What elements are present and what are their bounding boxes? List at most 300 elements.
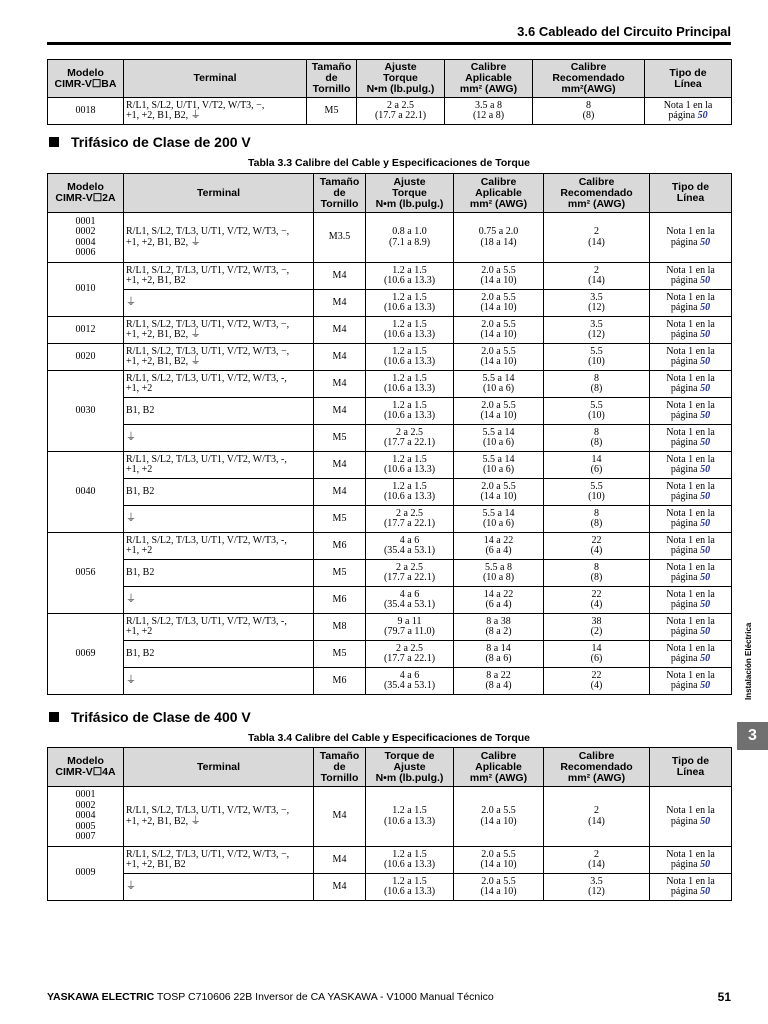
torque-line: (10.6 a 13.3) (383, 491, 436, 502)
terminal-cell (124, 874, 314, 901)
note-text: Nota 1 en la (666, 372, 715, 384)
terminal-line: R/L1, S/L2, T/L3, U/T1, V/T2, W/T3, −, (126, 318, 290, 330)
col-line-type: Tipo de Línea (645, 60, 732, 98)
torque-line: 2 a 2.5 (387, 99, 414, 111)
col-model: Modelo CIMR-V☐BA (48, 60, 124, 98)
torque-line: 9 a 11 (397, 615, 422, 627)
table-row (48, 452, 732, 479)
torque-line: (10.6 a 13.3) (383, 859, 436, 870)
note-page: página 50 (670, 518, 711, 529)
note-page: página 50 (670, 859, 711, 870)
torque-line: (35.4 a 53.1) (383, 680, 436, 691)
model-number: 0056 (75, 566, 96, 578)
screw-size-cell: M4 (314, 787, 366, 847)
wire-gauge-table-400v (47, 747, 732, 901)
screw-size-cell: M4 (314, 452, 366, 479)
model-number: 0004 (75, 236, 96, 248)
line-type-cell (650, 371, 732, 398)
recommended-gauge-cell (544, 641, 650, 668)
footer (47, 991, 494, 1003)
page-ref-link[interactable]: 50 (700, 410, 711, 421)
note-text: Nota 1 en la (666, 615, 715, 627)
model-cell (48, 344, 124, 371)
recommended-gauge-cell (544, 479, 650, 506)
line-type-cell (650, 452, 732, 479)
terminal-line: +1, +2, B1, B2, ⏚ (126, 110, 201, 121)
gauge-line: (6 a 4) (485, 545, 512, 556)
model-number: 0007 (75, 831, 96, 843)
line-type-cell (650, 587, 732, 614)
model-number: 0069 (75, 647, 96, 659)
table-row (48, 506, 732, 533)
wire-gauge-table-ba (47, 59, 732, 125)
screw-size-cell: M4 (314, 263, 366, 290)
col-terminal: Terminal (124, 748, 314, 787)
note-page: página 50 (670, 599, 711, 610)
line-type-cell (650, 263, 732, 290)
page-ref-link[interactable]: 50 (700, 383, 711, 394)
terminal-line: ⏚ (126, 431, 136, 443)
terminal-cell (124, 344, 314, 371)
gauge-line: (8 a 4) (485, 680, 512, 691)
torque-cell (366, 668, 454, 695)
terminal-cell (124, 587, 314, 614)
gauge-line: (14 a 10) (480, 410, 517, 421)
terminal-line: R/L1, S/L2, T/L3, U/T1, V/T2, W/T3, −, (126, 226, 290, 237)
terminal-line: +1, +2, B1, B2 (126, 275, 186, 286)
note-text: Nota 1 en la (666, 226, 715, 237)
terminal-cell (124, 560, 314, 587)
torque-line: 1.2 a 1.5 (392, 848, 427, 860)
note-page: página 50 (670, 383, 711, 394)
model-number: 0005 (75, 820, 96, 832)
model-number: 0006 (75, 247, 96, 258)
gauge-line: 0.75 a 2.0 (478, 226, 519, 237)
rec-line: 2 (594, 805, 599, 816)
recommended-gauge-cell (544, 213, 650, 263)
gauge-line: 2.0 a 5.5 (481, 480, 516, 492)
note-text: Nota 1 en la (666, 453, 715, 465)
model-number: 0018 (75, 104, 96, 116)
gauge-line: (10 a 6) (482, 437, 515, 448)
torque-line: 1.2 a 1.5 (392, 291, 427, 303)
torque-line: (10.6 a 13.3) (383, 275, 436, 286)
gauge-line: 2.0 a 5.5 (481, 805, 516, 816)
col-terminal: Terminal (124, 60, 307, 98)
terminal-cell (124, 371, 314, 398)
page-ref-link[interactable]: 50 (700, 437, 711, 448)
col-applicable-gauge: Calibre Aplicable mm² (AWG) (454, 748, 544, 787)
applicable-gauge-cell (445, 98, 533, 125)
gauge-line: (14 a 10) (480, 859, 517, 870)
table-row (48, 533, 732, 560)
terminal-cell (124, 290, 314, 317)
screw-size-cell: M3.5 (314, 213, 366, 263)
table-row (48, 668, 732, 695)
note-text: Nota 1 en la (666, 318, 715, 330)
applicable-gauge-cell (454, 533, 544, 560)
torque-line: (10.6 a 13.3) (383, 410, 436, 421)
terminal-cell (124, 641, 314, 668)
applicable-gauge-cell (454, 213, 544, 263)
terminal-line: R/L1, S/L2, T/L3, U/T1, V/T2, W/T3, −, (126, 805, 290, 816)
page-ref-link[interactable]: 50 (700, 464, 711, 475)
applicable-gauge-cell (454, 425, 544, 452)
torque-line: 1.2 a 1.5 (392, 372, 427, 384)
page-ref-link[interactable]: 50 (700, 572, 711, 583)
page-ref-link[interactable]: 50 (700, 599, 711, 610)
model-cell (48, 614, 124, 695)
rec-line: 5.5 (590, 345, 603, 357)
note-page: página 50 (670, 329, 711, 340)
torque-line: 1.2 a 1.5 (392, 480, 427, 492)
terminal-cell (124, 263, 314, 290)
rec-line: 22 (591, 669, 602, 681)
terminal-line: ⏚ (126, 512, 136, 524)
terminal-cell (124, 452, 314, 479)
terminal-cell (124, 317, 314, 344)
recommended-gauge-cell (544, 787, 650, 847)
table-row (48, 425, 732, 452)
model-cell (48, 847, 124, 901)
page-ref-link[interactable]: 50 (700, 236, 711, 248)
torque-cell (366, 614, 454, 641)
applicable-gauge-cell (454, 847, 544, 874)
table-row (48, 847, 732, 874)
screw-size-cell: M5 (314, 425, 366, 452)
page-ref-link[interactable]: 50 (700, 859, 711, 870)
rec-line: 8 (594, 561, 599, 573)
gauge-line: (18 a 14) (480, 236, 517, 248)
terminal-cell (124, 533, 314, 560)
rec-line: (8) (582, 110, 595, 121)
model-cell (48, 213, 124, 263)
note-text: Nota 1 en la (666, 264, 715, 276)
terminal-line: +1, +2, B1, B2, ⏚ (126, 236, 201, 248)
gauge-line: (10 a 6) (482, 464, 515, 475)
rec-line: (12) (588, 302, 605, 313)
note-text: Nota 1 en la (666, 534, 715, 546)
rec-line: 8 (586, 99, 591, 111)
terminal-cell (124, 425, 314, 452)
gauge-line: 8 a 22 (486, 669, 511, 681)
recommended-gauge-cell (533, 98, 645, 125)
gauge-line: 8 a 14 (486, 642, 511, 654)
recommended-gauge-cell (544, 668, 650, 695)
model-number: 0010 (75, 283, 96, 295)
recommended-gauge-cell (544, 290, 650, 317)
model-cell (48, 533, 124, 614)
rec-line: 38 (591, 615, 602, 627)
applicable-gauge-cell (454, 371, 544, 398)
square-bullet-icon (49, 137, 59, 147)
gauge-line: (10 a 6) (482, 518, 515, 529)
applicable-gauge-cell (454, 874, 544, 901)
page-ref-link[interactable]: 50 (700, 680, 711, 691)
heading-200v: Trifásico de Clase de 200 V (49, 134, 251, 150)
torque-line: (10.6 a 13.3) (383, 329, 436, 340)
recommended-gauge-cell (544, 506, 650, 533)
recommended-gauge-cell (544, 263, 650, 290)
gauge-line: (14 a 10) (480, 815, 517, 827)
rec-line: 8 (594, 507, 599, 519)
gauge-line: 14 a 22 (483, 534, 514, 546)
table-row (48, 614, 732, 641)
line-type-cell (650, 614, 732, 641)
table-row (48, 290, 732, 317)
line-type-cell (650, 847, 732, 874)
torque-cell (366, 425, 454, 452)
rec-line: 2 (594, 848, 599, 860)
screw-size-cell: M4 (314, 290, 366, 317)
rec-line: (4) (590, 599, 603, 610)
table-row (48, 98, 732, 125)
page-ref-link[interactable]: 50 (700, 329, 711, 340)
gauge-line: (14 a 10) (480, 491, 517, 502)
torque-line: 2 a 2.5 (396, 507, 423, 519)
col-line-type: Tipo de Línea (650, 174, 732, 213)
applicable-gauge-cell (454, 560, 544, 587)
rec-line: (8) (590, 518, 603, 529)
note-page: página 50 (670, 545, 711, 556)
rec-line: (6) (590, 653, 603, 664)
rec-line: (12) (588, 886, 605, 897)
torque-line: (35.4 a 53.1) (383, 545, 436, 556)
applicable-gauge-cell (454, 290, 544, 317)
page-ref-link[interactable]: 50 (697, 110, 708, 121)
col-model: Modelo CIMR-V☐4A (48, 748, 124, 787)
line-type-cell (650, 213, 732, 263)
applicable-gauge-cell (454, 317, 544, 344)
gauge-line: (14 a 10) (480, 275, 517, 286)
torque-cell (366, 371, 454, 398)
torque-line: (35.4 a 53.1) (383, 599, 436, 610)
note-text: Nota 1 en la (666, 875, 715, 887)
note-text: Nota 1 en la (666, 345, 715, 357)
note-page: página 50 (670, 886, 711, 897)
screw-size-cell: M4 (314, 874, 366, 901)
torque-cell (366, 506, 454, 533)
torque-cell (366, 344, 454, 371)
note-page: página 50 (670, 464, 711, 475)
model-number: 0001 (75, 789, 96, 801)
screw-size-cell: M5 (314, 641, 366, 668)
screw-size-cell: M6 (314, 668, 366, 695)
screw-size-cell: M5 (314, 560, 366, 587)
line-type-cell (645, 98, 732, 125)
rec-line: 8 (594, 372, 599, 384)
torque-line: 0.8 a 1.0 (392, 226, 427, 237)
torque-line: (7.1 a 8.9) (388, 236, 431, 248)
torque-cell (366, 874, 454, 901)
page-ref-link[interactable]: 50 (700, 302, 711, 313)
note-text: Nota 1 en la (663, 99, 713, 111)
recommended-gauge-cell (544, 874, 650, 901)
torque-cell (366, 787, 454, 847)
terminal-line: R/L1, S/L2, T/L3, U/T1, V/T2, W/T3, -, (126, 615, 287, 627)
recommended-gauge-cell (544, 344, 650, 371)
rec-line: (14) (588, 236, 605, 248)
note-page: página 50 (670, 680, 711, 691)
applicable-gauge-cell (454, 479, 544, 506)
rec-line: (14) (588, 815, 605, 827)
torque-line: (17.7 a 22.1) (383, 572, 436, 583)
gauge-line: (14 a 10) (480, 329, 517, 340)
note-text: Nota 1 en la (666, 507, 715, 519)
gauge-line: 14 a 22 (483, 588, 514, 600)
model-number: 0020 (75, 350, 96, 362)
col-screw-size: Tamaño de Tornillo (307, 60, 357, 98)
line-type-cell (650, 506, 732, 533)
gauge-line: (10 a 6) (482, 383, 515, 394)
col-screw-size: Tamaño de Tornillo (314, 174, 366, 213)
gauge-line: 5.5 a 14 (482, 372, 515, 384)
terminal-line: +1, +2 (126, 545, 153, 556)
page-ref-link[interactable]: 50 (700, 545, 711, 556)
torque-cell (357, 98, 445, 125)
gauge-line: (12 a 8) (472, 110, 505, 121)
recommended-gauge-cell (544, 371, 650, 398)
header-rule (47, 42, 731, 45)
table-row (48, 344, 732, 371)
model-number: 0002 (75, 799, 96, 811)
screw-size-cell: M4 (314, 317, 366, 344)
torque-line: 1.2 a 1.5 (392, 399, 427, 411)
screw-size-cell: M4 (314, 398, 366, 425)
terminal-line: ⏚ (126, 593, 136, 605)
heading-400v: Trifásico de Clase de 400 V (49, 709, 251, 725)
line-type-cell (650, 425, 732, 452)
recommended-gauge-cell (544, 560, 650, 587)
gauge-line: 5.5 a 14 (482, 453, 515, 465)
line-type-cell (650, 560, 732, 587)
gauge-line: 2.0 a 5.5 (481, 264, 516, 276)
gauge-line: 2.0 a 5.5 (481, 345, 516, 357)
page-ref-link[interactable]: 50 (700, 886, 711, 897)
applicable-gauge-cell (454, 398, 544, 425)
model-number: 0030 (75, 404, 96, 416)
table-row (48, 560, 732, 587)
gauge-line: 2.0 a 5.5 (481, 399, 516, 411)
rec-line: (8) (590, 437, 603, 448)
note-page: página 50 (670, 275, 711, 286)
col-applicable-gauge: Calibre Aplicable mm² (AWG) (445, 60, 533, 98)
torque-cell (366, 213, 454, 263)
rec-line: (4) (590, 680, 603, 691)
torque-line: 2 a 2.5 (396, 561, 423, 573)
terminal-line: +1, +2 (126, 626, 153, 637)
wire-gauge-table-200v (47, 173, 732, 695)
rec-line: 5.5 (590, 399, 603, 411)
page-ref-link[interactable]: 50 (700, 518, 711, 529)
terminal-line: R/L1, S/L2, T/L3, U/T1, V/T2, W/T3, −, (126, 345, 290, 357)
terminal-cell (124, 787, 314, 847)
torque-line: 1.2 a 1.5 (392, 875, 427, 887)
page-ref-link[interactable]: 50 (700, 815, 711, 827)
note-text: Nota 1 en la (666, 291, 715, 303)
page-ref-link[interactable]: 50 (700, 275, 711, 286)
recommended-gauge-cell (544, 317, 650, 344)
terminal-line: B1, B2 (126, 485, 155, 497)
screw-size-cell: M5 (314, 506, 366, 533)
rec-line: (10) (588, 491, 605, 502)
gauge-line: 5.5 a 14 (482, 426, 515, 438)
gauge-line: 3.5 a 8 (475, 99, 502, 111)
torque-line: 1.2 a 1.5 (392, 264, 427, 276)
model-cell (48, 371, 124, 452)
terminal-line: +1, +2 (126, 464, 153, 475)
caption-table-3-3: Tabla 3.3 Calibre del Cable y Especificaciones de Torque (247, 157, 531, 169)
terminal-line: B1, B2 (126, 566, 155, 578)
terminal-cell (124, 847, 314, 874)
torque-line: (10.6 a 13.3) (383, 464, 436, 475)
line-type-cell (650, 317, 732, 344)
rec-line: (10) (588, 356, 605, 367)
gauge-line: (8 a 2) (485, 626, 512, 637)
chapter-tab: 3 (737, 722, 768, 750)
line-type-cell (650, 344, 732, 371)
line-type-cell (650, 787, 732, 847)
page-ref-link[interactable]: 50 (700, 626, 711, 637)
model-number: 0001 (75, 215, 96, 227)
line-type-cell (650, 641, 732, 668)
screw-size-cell: M6 (314, 533, 366, 560)
note-page: página 50 (670, 572, 711, 583)
line-type-cell (650, 479, 732, 506)
model-number: 0004 (75, 810, 96, 822)
note-page: página 50 (670, 437, 711, 448)
applicable-gauge-cell (454, 344, 544, 371)
note-text: Nota 1 en la (666, 805, 715, 816)
model-cell (48, 452, 124, 533)
terminal-line: ⏚ (126, 296, 136, 308)
torque-line: 4 a 6 (399, 588, 420, 600)
note-page: página 50 (670, 491, 711, 502)
note-text: Nota 1 en la (666, 642, 715, 654)
rec-line: (8) (590, 572, 603, 583)
page-ref-link[interactable]: 50 (700, 356, 711, 367)
torque-cell (366, 533, 454, 560)
torque-cell (366, 263, 454, 290)
page-ref-link[interactable]: 50 (700, 491, 711, 502)
applicable-gauge-cell (454, 614, 544, 641)
col-torque: Ajuste Torque N•m (lb.pulg.) (366, 174, 454, 213)
gauge-line: (14 a 10) (480, 356, 517, 367)
torque-line: (10.6 a 13.3) (383, 383, 436, 394)
terminal-line: +1, +2, B1, B2, ⏚ (126, 356, 201, 367)
terminal-line: B1, B2 (126, 404, 155, 416)
footer-brand: YASKAWA ELECTRIC (47, 991, 155, 1003)
torque-line: 2 a 2.5 (396, 426, 423, 438)
model-number: 0012 (75, 323, 96, 335)
gauge-line: (6 a 4) (485, 599, 512, 610)
col-recommended-gauge: Calibre Recomendado mm²(AWG) (533, 60, 645, 98)
terminal-cell (124, 668, 314, 695)
rec-line: (8) (590, 383, 603, 394)
terminal-line: B1, B2 (126, 647, 155, 659)
torque-cell (366, 560, 454, 587)
terminal-line: R/L1, S/L2, T/L3, U/T1, V/T2, W/T3, -, (126, 534, 287, 546)
rec-line: 2 (594, 226, 599, 237)
torque-line: (10.6 a 13.3) (383, 886, 436, 897)
rec-line: 5.5 (590, 480, 603, 492)
note-page: página 50 (670, 302, 711, 313)
gauge-line: (8 a 6) (485, 653, 512, 664)
applicable-gauge-cell (454, 641, 544, 668)
page-ref-link[interactable]: 50 (700, 653, 711, 664)
table-row (48, 874, 732, 901)
rec-line: 3.5 (590, 318, 603, 330)
